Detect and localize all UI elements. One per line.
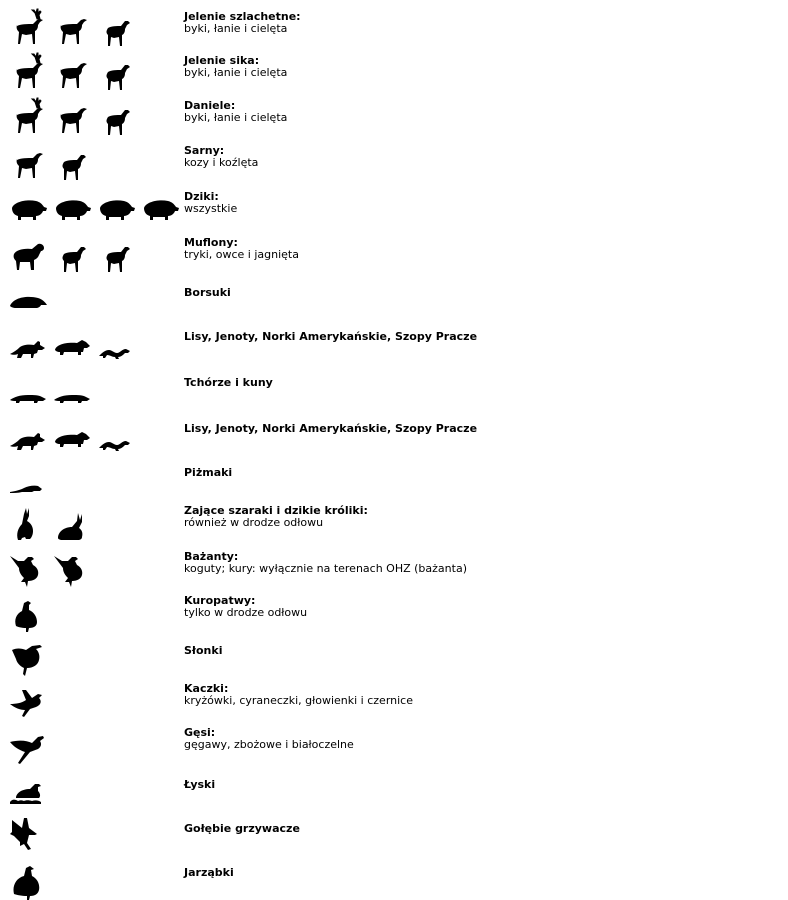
- species-row: [0, 366, 788, 410]
- fox-icon: [8, 320, 48, 364]
- species-description: wszystkie: [184, 202, 238, 215]
- species-icons: [8, 140, 180, 184]
- sika-stag-icon: [8, 50, 48, 94]
- species-title: Tchórze i kuny: [184, 376, 273, 389]
- mouflon-lamb-icon: [96, 232, 136, 276]
- species-label: [184, 779, 215, 791]
- species-icons: [8, 412, 180, 456]
- species-icons: [8, 50, 180, 94]
- species-title: Jelenie sika:: [184, 54, 260, 67]
- species-title: Kuropatwy:: [184, 594, 256, 607]
- species-title: Gołębie grzywacze: [184, 822, 300, 835]
- species-row: [0, 95, 788, 139]
- species-row: [0, 546, 788, 590]
- badger-icon: [8, 276, 48, 320]
- species-icons: [8, 276, 180, 320]
- rabbit-icon: [52, 500, 92, 544]
- calf-icon: [96, 6, 136, 50]
- species-title: Daniele:: [184, 99, 236, 112]
- species-description: kozy i koźlęta: [184, 156, 259, 169]
- species-title: Borsuki: [184, 286, 231, 299]
- fallow-doe-icon: [52, 95, 92, 139]
- species-title: Gęsi:: [184, 726, 216, 739]
- wild-boar-icon: [8, 186, 48, 230]
- species-label: [184, 287, 231, 299]
- species-label: [184, 823, 300, 835]
- species-label: [184, 467, 232, 479]
- species-row: [0, 634, 788, 678]
- species-description: koguty; kury: wyłącznie na terenach OHZ (bażanta): [184, 562, 467, 575]
- species-icons: [8, 856, 180, 900]
- species-row: [0, 768, 788, 812]
- species-label: [184, 191, 237, 215]
- roe-doe-icon: [8, 140, 48, 184]
- roe-fawn-icon: [52, 140, 92, 184]
- species-description: również w drodze odłowu: [184, 516, 324, 529]
- species-label: [184, 683, 413, 707]
- species-icons: [8, 232, 180, 276]
- species-description: tylko w drodze odłowu: [184, 606, 308, 619]
- mouflon-ram-icon: [8, 232, 48, 276]
- sika-calf-icon: [96, 50, 136, 94]
- polecat-icon: [8, 366, 48, 410]
- species-title: Jelenie szlachetne:: [184, 10, 301, 23]
- coot-icon: [8, 768, 48, 812]
- species-icons: [8, 95, 180, 139]
- species-row: [0, 812, 788, 856]
- species-title: Słonki: [184, 644, 223, 657]
- muskrat-icon: [8, 456, 48, 500]
- species-row: [0, 500, 788, 544]
- species-icons: [8, 768, 180, 812]
- species-icons: [8, 456, 180, 500]
- species-row: [0, 456, 788, 500]
- species-row: [0, 678, 788, 722]
- hare-icon: [8, 500, 48, 544]
- species-title: Piżmaki: [184, 466, 233, 479]
- species-title: Łyski: [184, 778, 216, 791]
- hazel-grouse-icon: [8, 856, 48, 900]
- species-description: byki, łanie i cielęta: [184, 22, 288, 35]
- species-row: [0, 276, 788, 320]
- species-description: kryżówki, cyraneczki, głowienki i czernice: [184, 694, 413, 707]
- wild-boar-icon: [140, 186, 180, 230]
- species-title: Lisy, Jenoty, Norki Amerykańskie, Szopy Pracze: [184, 422, 478, 435]
- species-title: Bażanty:: [184, 550, 239, 563]
- species-icons: [8, 634, 180, 678]
- species-row: [0, 140, 788, 184]
- species-label: [184, 331, 477, 343]
- species-row: [0, 412, 788, 456]
- species-label: [184, 423, 477, 435]
- species-title: Sarny:: [184, 144, 225, 157]
- species-label: [184, 377, 273, 389]
- species-label: [184, 727, 354, 751]
- species-description: gęgawy, zbożowe i białoczelne: [184, 738, 354, 751]
- mink-icon: [96, 412, 136, 456]
- species-title: Zające szaraki i dzikie króliki:: [184, 504, 368, 517]
- wild-boar-icon: [52, 186, 92, 230]
- species-row: [0, 856, 788, 900]
- species-row: [0, 590, 788, 634]
- species-icons: [8, 722, 180, 766]
- species-icons: [8, 186, 180, 230]
- fox-icon: [8, 412, 48, 456]
- duck-icon: [8, 678, 48, 722]
- partridge-icon: [8, 590, 48, 634]
- species-icons: [8, 590, 180, 634]
- raccoon-dog-icon: [52, 320, 92, 364]
- mouflon-ewe-icon: [52, 232, 92, 276]
- wood-pigeon-icon: [8, 812, 48, 856]
- species-icons: [8, 812, 180, 856]
- species-row: [0, 186, 788, 230]
- species-description: byki, łanie i cielęta: [184, 111, 288, 124]
- species-row: [0, 6, 788, 50]
- species-icons: [8, 678, 180, 722]
- species-label: [184, 55, 287, 79]
- woodcock-icon: [8, 634, 48, 678]
- species-label: [184, 551, 467, 575]
- pheasant-hen-icon: [52, 546, 92, 590]
- species-row: [0, 232, 788, 276]
- species-label: [184, 595, 307, 619]
- species-label: [184, 505, 368, 529]
- wild-boar-icon: [96, 186, 136, 230]
- species-label: [184, 237, 299, 261]
- species-description: tryki, owce i jagnięta: [184, 248, 299, 261]
- goose-icon: [8, 722, 48, 766]
- mink-icon: [96, 320, 136, 364]
- species-title: Kaczki:: [184, 682, 229, 695]
- stag-icon: [8, 6, 48, 50]
- species-icons: [8, 546, 180, 590]
- species-label: [184, 145, 258, 169]
- species-icons: [8, 366, 180, 410]
- species-label: [184, 100, 287, 124]
- species-icons: [8, 320, 180, 364]
- species-label: [184, 11, 301, 35]
- sika-hind-icon: [52, 50, 92, 94]
- species-title: Jarząbki: [184, 866, 234, 879]
- fallow-fawn-icon: [96, 95, 136, 139]
- species-row: [0, 320, 788, 364]
- species-row: [0, 722, 788, 766]
- species-icons: [8, 500, 180, 544]
- raccoon-dog-icon: [52, 412, 92, 456]
- species-label: [184, 645, 222, 657]
- hind-icon: [52, 6, 92, 50]
- species-description: byki, łanie i cielęta: [184, 66, 288, 79]
- marten-icon: [52, 366, 92, 410]
- species-title: Dziki:: [184, 190, 219, 203]
- species-title: Muflony:: [184, 236, 238, 249]
- species-row: [0, 50, 788, 94]
- fallow-buck-icon: [8, 95, 48, 139]
- species-icons: [8, 6, 180, 50]
- pheasant-cock-icon: [8, 546, 48, 590]
- species-title: Lisy, Jenoty, Norki Amerykańskie, Szopy Pracze: [184, 330, 478, 343]
- species-label: [184, 867, 234, 879]
